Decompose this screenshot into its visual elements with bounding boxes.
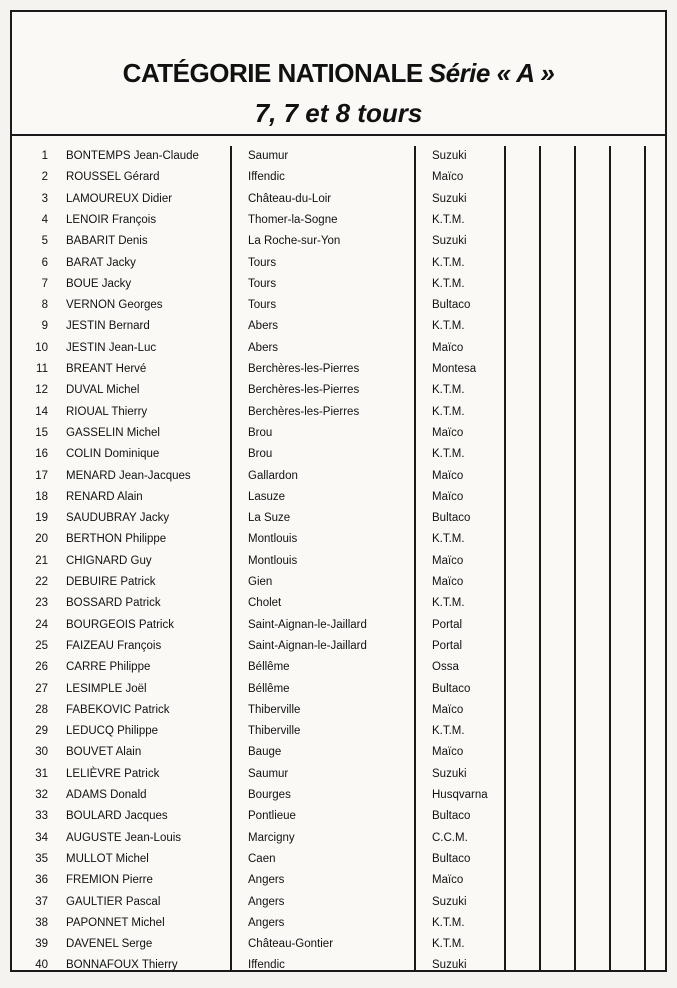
rider-make: Maïco bbox=[432, 874, 464, 887]
rider-city: Caen bbox=[248, 852, 276, 865]
rider-make: Maïco bbox=[432, 490, 464, 503]
rider-city: Angers bbox=[248, 916, 285, 929]
rider-make: Ossa bbox=[432, 661, 459, 674]
rider-make: Bultaco bbox=[432, 852, 471, 865]
table-row bbox=[12, 444, 665, 465]
rider-city: Thomer-la-Sogne bbox=[248, 213, 338, 226]
rider-name: BERTHON Philippe bbox=[66, 533, 167, 546]
table-row bbox=[12, 955, 665, 976]
rider-number: 31 bbox=[35, 767, 48, 780]
rider-number: 1 bbox=[41, 150, 48, 162]
rider-number: 25 bbox=[35, 639, 48, 652]
table-row bbox=[12, 572, 665, 593]
rider-make: K.T.M. bbox=[432, 384, 465, 397]
rider-name: GASSELIN Michel bbox=[66, 426, 160, 439]
table-row bbox=[12, 785, 665, 806]
rider-city: Berchères-les-Pierres bbox=[248, 384, 360, 397]
table-row bbox=[12, 934, 665, 955]
table-row bbox=[12, 210, 665, 231]
rider-name: PAPONNET Michel bbox=[66, 916, 165, 929]
rider-number: 17 bbox=[35, 469, 48, 482]
rider-number: 29 bbox=[35, 725, 48, 738]
rider-number: 14 bbox=[35, 405, 48, 418]
rider-city: Berchères-les-Pierres bbox=[248, 363, 360, 375]
rider-city: Thiberville bbox=[248, 725, 301, 738]
rider-name: DEBUIRE Patrick bbox=[66, 576, 156, 588]
rider-city: Brou bbox=[248, 426, 273, 439]
rider-city: Gien bbox=[248, 576, 273, 588]
table-row bbox=[12, 806, 665, 827]
table-row bbox=[12, 529, 665, 550]
rider-number: 30 bbox=[35, 746, 48, 759]
rider-make: K.T.M. bbox=[432, 256, 465, 269]
rider-city: Tours bbox=[248, 299, 277, 312]
rider-number: 15 bbox=[35, 426, 48, 439]
rider-city: Marcigny bbox=[248, 831, 295, 844]
rider-make: Suzuki bbox=[432, 192, 467, 205]
rider-number: 20 bbox=[35, 533, 48, 546]
laps-subtitle: 7, 7 et 8 tours bbox=[254, 98, 423, 128]
rider-city: Montlouis bbox=[248, 554, 298, 567]
rider-name: BOULARD Jacques bbox=[66, 810, 168, 823]
rider-number: 2 bbox=[41, 171, 48, 184]
table-row bbox=[12, 636, 665, 657]
rider-make: Husqvarna bbox=[432, 789, 488, 801]
rider-number: 8 bbox=[41, 299, 48, 312]
rider-make: Maïco bbox=[432, 746, 464, 759]
rider-make: Maïco bbox=[432, 703, 464, 716]
rider-name: ROUSSEL Gérard bbox=[66, 171, 160, 184]
rider-number: 11 bbox=[36, 363, 48, 375]
table-row bbox=[12, 316, 665, 337]
rider-make: Suzuki bbox=[432, 235, 467, 248]
rider-make: Maïco bbox=[432, 554, 464, 567]
rider-make: Portal bbox=[432, 639, 463, 652]
rider-make: Portal bbox=[432, 618, 463, 631]
rider-name: DAVENEL Serge bbox=[66, 938, 153, 951]
rider-make: K.T.M. bbox=[432, 448, 465, 461]
rider-make: K.T.M. bbox=[432, 277, 465, 290]
rider-number: 26 bbox=[35, 661, 48, 674]
rider-name: BOURGEOIS Patrick bbox=[66, 618, 174, 631]
rider-number: 6 bbox=[41, 256, 48, 269]
table-row bbox=[12, 742, 665, 763]
rider-city: Abers bbox=[248, 341, 279, 354]
rider-name: FREMION Pierre bbox=[66, 874, 153, 887]
rider-name: BOUE Jacky bbox=[66, 277, 132, 290]
table-row bbox=[12, 231, 665, 252]
rider-number: 21 bbox=[35, 554, 48, 567]
table-row bbox=[12, 764, 665, 785]
rider-name: SAUDUBRAY Jacky bbox=[66, 512, 170, 525]
rider-city: Cholet bbox=[248, 597, 282, 610]
rider-name: FABEKOVIC Patrick bbox=[66, 703, 170, 716]
rider-city: Château-Gontier bbox=[248, 938, 334, 951]
rider-name: FAIZEAU François bbox=[66, 639, 162, 652]
rider-make: K.T.M. bbox=[432, 597, 465, 610]
table-row bbox=[12, 657, 665, 678]
rider-city: Berchères-les-Pierres bbox=[248, 405, 360, 418]
rider-name: LELIÈVRE Patrick bbox=[66, 767, 160, 780]
rider-city: Iffendic bbox=[248, 171, 285, 184]
rider-make: K.T.M. bbox=[432, 213, 465, 226]
rider-number: 36 bbox=[35, 874, 48, 887]
rider-make: Maïco bbox=[432, 171, 464, 184]
rider-make: K.T.M. bbox=[432, 938, 465, 951]
rider-number: 16 bbox=[35, 448, 48, 461]
rider-city: Tours bbox=[248, 277, 277, 290]
rider-number: 34 bbox=[35, 831, 48, 844]
rider-city: Saumur bbox=[248, 767, 289, 780]
rider-name: DUVAL Michel bbox=[66, 384, 140, 397]
rider-name: LEDUCQ Philippe bbox=[66, 725, 159, 738]
rider-name: BOSSARD Patrick bbox=[66, 597, 161, 610]
table-row bbox=[12, 551, 665, 572]
rider-city: Béllême bbox=[248, 682, 290, 695]
rider-city: Gallardon bbox=[248, 469, 298, 482]
rider-city: Bourges bbox=[248, 789, 291, 801]
table-row bbox=[12, 423, 665, 444]
table-row bbox=[12, 892, 665, 913]
rider-make: Maïco bbox=[432, 469, 464, 482]
rider-city: Angers bbox=[248, 895, 285, 908]
rider-name: LENOIR François bbox=[66, 213, 157, 226]
rider-number: 18 bbox=[35, 490, 48, 503]
rider-make: K.T.M. bbox=[432, 405, 465, 418]
category-title: CATÉGORIE NATIONALE bbox=[122, 58, 423, 88]
rider-city: Angers bbox=[248, 874, 285, 887]
rider-city: Bauge bbox=[248, 746, 282, 759]
table-row bbox=[12, 146, 665, 167]
table-row bbox=[12, 487, 665, 508]
table-row bbox=[12, 466, 665, 487]
rider-name: BABARIT Denis bbox=[66, 235, 148, 248]
rider-name: COLIN Dominique bbox=[66, 448, 160, 461]
table-row bbox=[12, 593, 665, 614]
rider-make: Suzuki bbox=[432, 767, 467, 780]
rider-number: 10 bbox=[35, 341, 48, 354]
rider-number: 32 bbox=[35, 789, 48, 801]
rider-city: Château-du-Loir bbox=[248, 192, 332, 205]
rider-make: Maïco bbox=[432, 576, 464, 588]
table-row bbox=[12, 167, 665, 188]
table-row bbox=[12, 380, 665, 401]
rider-name: CARRE Philippe bbox=[66, 661, 151, 674]
table-row bbox=[12, 402, 665, 423]
rider-make: Suzuki bbox=[432, 150, 467, 162]
rider-make: Maïco bbox=[432, 341, 464, 354]
rider-name: BONNAFOUX Thierry bbox=[66, 959, 178, 972]
table-row bbox=[12, 338, 665, 359]
rider-number: 4 bbox=[41, 213, 48, 226]
rider-name: MULLOT Michel bbox=[66, 852, 149, 865]
rider-city: Abers bbox=[248, 320, 279, 333]
table-row bbox=[12, 295, 665, 316]
rider-city: Lasuze bbox=[248, 490, 286, 503]
rider-make: Bultaco bbox=[432, 810, 471, 823]
rider-number: 23 bbox=[35, 597, 48, 610]
rider-make: K.T.M. bbox=[432, 725, 465, 738]
rider-number: 12 bbox=[35, 384, 48, 397]
rider-name: BREANT Hervé bbox=[66, 363, 147, 375]
rider-name: RENARD Alain bbox=[66, 490, 143, 503]
rider-number: 7 bbox=[41, 277, 48, 290]
rider-number: 40 bbox=[35, 959, 48, 972]
rider-number: 22 bbox=[35, 576, 48, 588]
rider-city: La Suze bbox=[248, 512, 291, 525]
rider-name: JESTIN Jean-Luc bbox=[66, 341, 157, 354]
rider-city: Saint-Aignan-le-Jaillard bbox=[248, 618, 367, 631]
rider-number: 24 bbox=[35, 618, 48, 631]
page-title bbox=[12, 12, 665, 88]
rider-table bbox=[12, 136, 665, 970]
table-row bbox=[12, 700, 665, 721]
rider-make: Bultaco bbox=[432, 512, 471, 525]
table-row bbox=[12, 849, 665, 870]
rider-make: K.T.M. bbox=[432, 320, 465, 333]
serie-label: Série « A » bbox=[428, 58, 555, 88]
rider-make: K.T.M. bbox=[432, 533, 465, 546]
rider-city: Brou bbox=[248, 448, 273, 461]
table-row bbox=[12, 615, 665, 636]
table-row bbox=[12, 508, 665, 529]
rider-name: BOUVET Alain bbox=[66, 746, 142, 759]
table-row bbox=[12, 274, 665, 295]
table-row bbox=[12, 189, 665, 210]
rider-make: Montesa bbox=[432, 363, 477, 375]
table-row bbox=[12, 870, 665, 891]
rider-number: 3 bbox=[41, 192, 48, 205]
rider-city: Thiberville bbox=[248, 703, 301, 716]
rider-city: Iffendic bbox=[248, 959, 285, 972]
table-row bbox=[12, 679, 665, 700]
table-row bbox=[12, 913, 665, 934]
rider-city: Béllême bbox=[248, 661, 290, 674]
table-row bbox=[12, 721, 665, 742]
rider-city: La Roche-sur-Yon bbox=[248, 235, 341, 248]
rider-name: MENARD Jean-Jacques bbox=[66, 469, 191, 482]
rider-make: C.C.M. bbox=[432, 831, 468, 844]
rider-number: 37 bbox=[35, 895, 48, 908]
rider-number: 39 bbox=[35, 938, 48, 951]
rider-name: BONTEMPS Jean-Claude bbox=[66, 150, 199, 162]
rider-number: 5 bbox=[41, 235, 48, 248]
rider-name: AUGUSTE Jean-Louis bbox=[66, 831, 182, 844]
table-row bbox=[12, 359, 665, 380]
rider-city: Montlouis bbox=[248, 533, 298, 546]
rider-city: Saint-Aignan-le-Jaillard bbox=[248, 639, 367, 652]
rider-make: Suzuki bbox=[432, 895, 467, 908]
rider-name: CHIGNARD Guy bbox=[66, 554, 152, 567]
rider-number: 28 bbox=[35, 703, 48, 716]
table-row bbox=[12, 253, 665, 274]
sheet-header bbox=[12, 12, 665, 136]
rider-name: RIOUAL Thierry bbox=[66, 405, 148, 418]
rider-name: GAULTIER Pascal bbox=[66, 895, 161, 908]
rider-city: Pontlieue bbox=[248, 810, 296, 823]
rider-name: ADAMS Donald bbox=[66, 789, 147, 801]
rider-number: 9 bbox=[41, 320, 48, 333]
rider-city: Tours bbox=[248, 256, 277, 269]
rider-number: 27 bbox=[35, 682, 48, 695]
rider-name: LAMOUREUX Didier bbox=[66, 192, 173, 205]
rider-make: Maïco bbox=[432, 426, 464, 439]
rider-make: Bultaco bbox=[432, 682, 471, 695]
rider-name: VERNON Georges bbox=[66, 299, 163, 312]
rider-make: Suzuki bbox=[432, 959, 467, 972]
rider-name: LESIMPLE Joël bbox=[66, 682, 147, 695]
rider-number: 19 bbox=[35, 512, 48, 525]
rider-number: 35 bbox=[35, 852, 48, 865]
rider-number: 33 bbox=[35, 810, 48, 823]
rider-name: JESTIN Bernard bbox=[66, 320, 150, 333]
rider-number: 38 bbox=[35, 916, 48, 929]
rider-make: K.T.M. bbox=[432, 916, 465, 929]
rider-name: BARAT Jacky bbox=[66, 256, 136, 269]
rider-make: Bultaco bbox=[432, 299, 471, 312]
results-sheet bbox=[10, 10, 667, 972]
table-row bbox=[12, 828, 665, 849]
rider-city: Saumur bbox=[248, 150, 289, 162]
